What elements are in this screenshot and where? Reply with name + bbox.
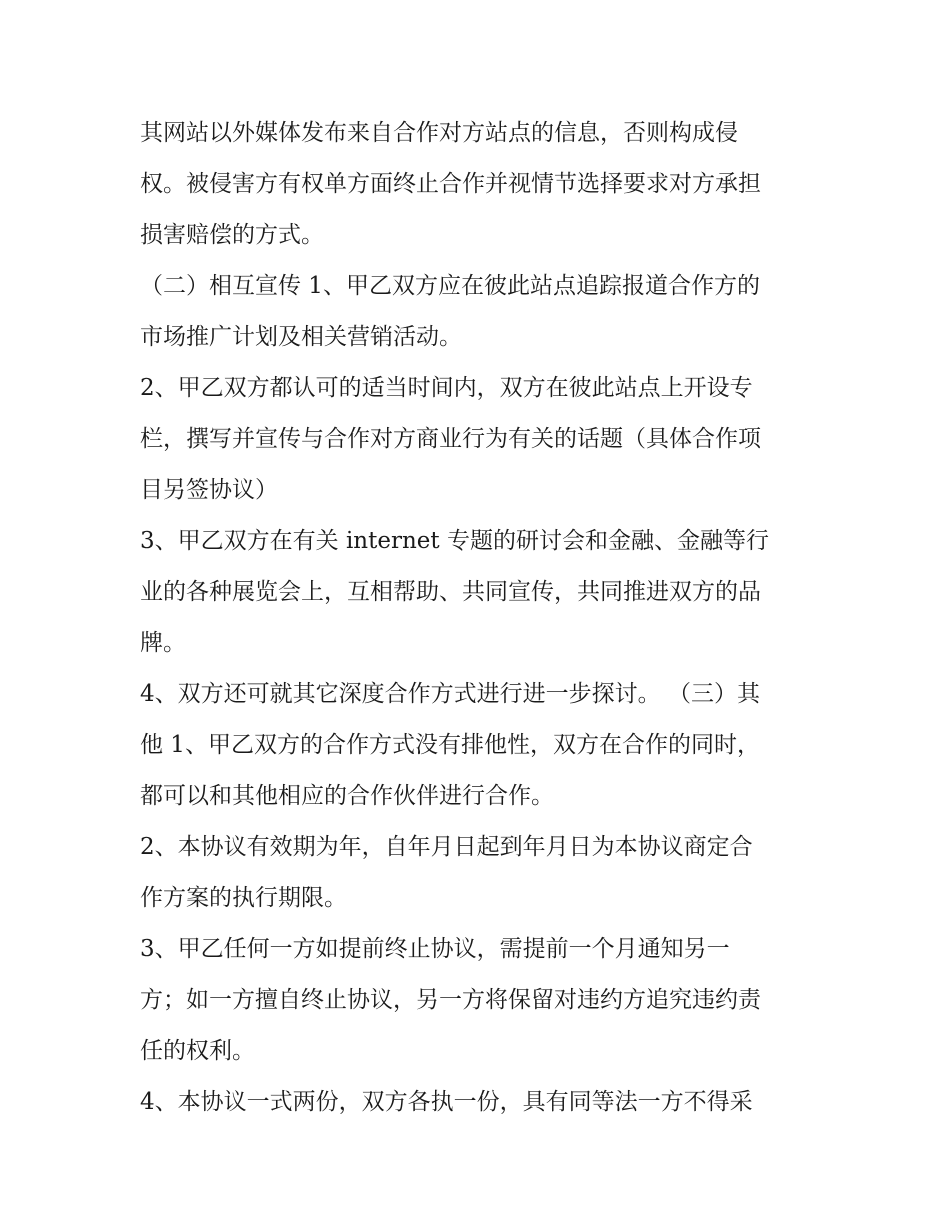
text-line: 2、甲乙双方都认可的适当时间内，双方在彼此站点上开设专 <box>140 375 753 401</box>
text-line: 他 1、甲乙双方的合作方式没有排他性，双方在合作的同时， <box>140 732 760 758</box>
text-line: 4、本协议一式两份，双方各执一份，具有同等法一方不得采 <box>140 1089 753 1115</box>
text-line: 牌。 <box>140 630 186 656</box>
text-line: 损害赔偿的方式。 <box>140 222 324 248</box>
text-line: 4、双方还可就其它深度合作方式进行进一步探讨。 （三）其 <box>140 681 760 707</box>
text-line: 栏，撰写并宣传与合作对方商业行为有关的话题（具体合作项 <box>140 426 761 452</box>
text-line: （二）相互宣传 1、甲乙双方应在彼此站点追踪报道合作方的 <box>140 273 760 299</box>
text-line: 3、甲乙双方在有关 internet 专题的研讨会和金融、金融等行 <box>140 528 769 554</box>
text-line: 3、甲乙任何一方如提前终止协议，需提前一个月通知另一 <box>140 936 730 962</box>
text-line: 目另签协议） <box>140 477 278 503</box>
text-line: 业的各种展览会上，互相帮助、共同宣传，共同推进双方的品 <box>140 579 761 605</box>
document-body <box>140 108 820 1128</box>
text-line: 作方案的执行期限。 <box>140 885 347 911</box>
text-line: 2、本协议有效期为年，自年月日起到年月日为本协议商定合 <box>140 834 753 860</box>
text-line: 方；如一方擅自终止协议，另一方将保留对违约方追究违约责 <box>140 987 761 1013</box>
text-line: 其网站以外媒体发布来自合作对方站点的信息，否则构成侵 <box>140 120 738 146</box>
text-line: 任的权利。 <box>140 1038 255 1064</box>
text-line: 市场推广计划及相关营销活动。 <box>140 324 462 350</box>
text-line: 都可以和其他相应的合作伙伴进行合作。 <box>140 783 554 809</box>
text-line: 权。被侵害方有权单方面终止合作并视情节选择要求对方承担 <box>140 171 761 197</box>
